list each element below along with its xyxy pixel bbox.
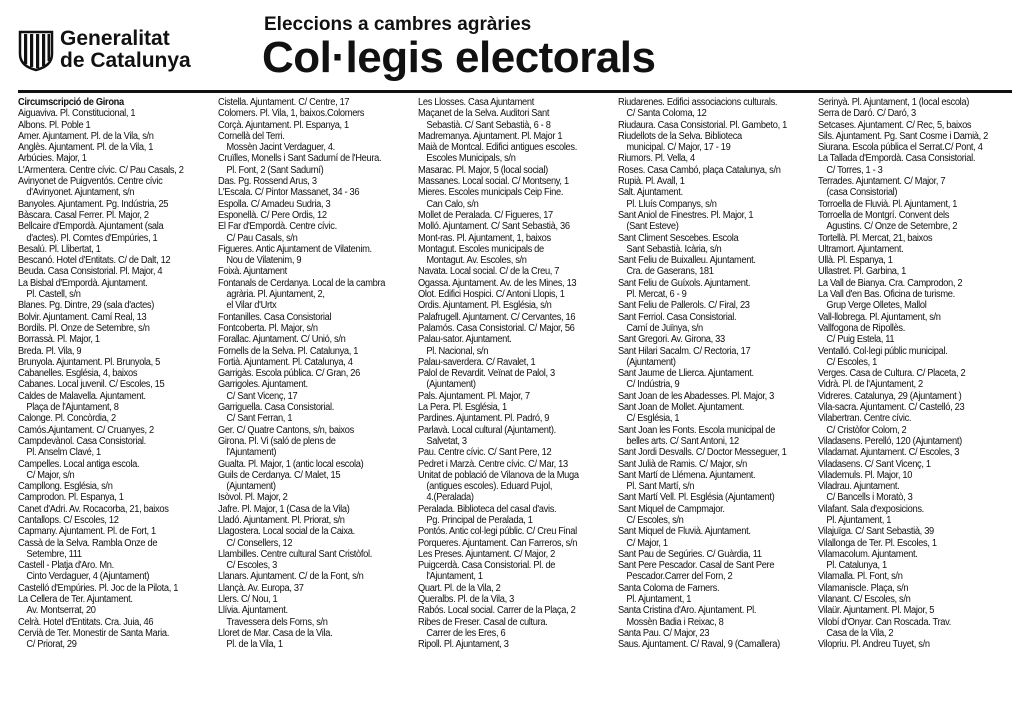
polling-station-line: (antigues escoles). Eduard Pujol, bbox=[426, 481, 553, 493]
polling-station-line: Ribes de Freser. Casal de cultura. bbox=[418, 616, 548, 628]
polling-station-line: Guils de Cerdanya. C/ Malet, 15 bbox=[218, 469, 341, 481]
listing-columns bbox=[18, 97, 1014, 709]
polling-station-line: Molló. Ajuntament. C/ Sant Sebastià, 36 bbox=[418, 221, 570, 233]
polling-station-line: Campllong. Església, s/n bbox=[18, 481, 113, 493]
polling-station-line: Beuda. Casa Consistorial. Pl. Major, 4 bbox=[18, 266, 163, 278]
polling-station-line: La Tallada d'Empordà. Casa Consistorial. bbox=[818, 153, 976, 165]
polling-station-line: C/ Major, 1 bbox=[626, 537, 668, 549]
polling-station-line: Llívia. Ajuntament. bbox=[218, 605, 288, 617]
polling-station-line: Sant Ferriol. Casa Consistorial. bbox=[618, 311, 737, 323]
polling-station-line: Vilamacolum. Ajuntament. bbox=[818, 548, 918, 560]
polling-station-line: Porqueres. Ajuntament. Can Farreros, s/n bbox=[418, 537, 578, 549]
polling-station-line: Viladasens. C/ Sant Vicenç, 1 bbox=[818, 458, 931, 470]
polling-station-line: Vall-llobrega. Pl. Ajuntament, s/n bbox=[818, 311, 941, 323]
polling-station-line: Rabós. Local social. Carrer de la Plaça, 2 bbox=[418, 605, 576, 617]
polling-station-line: Calonge. Pl. Concòrdia, 2 bbox=[18, 413, 116, 425]
polling-station-line: Ger. C/ Quatre Cantons, s/n, baixos bbox=[218, 424, 354, 436]
polling-station-line: La Cellera de Ter. Ajuntament. bbox=[18, 594, 133, 606]
polling-station-line: Pals. Ajuntament. Pl. Major, 7 bbox=[418, 390, 530, 402]
polling-station-line: Sant Sebastià. Icària, s/n bbox=[626, 243, 722, 255]
polling-station-line: Sant Pere Pescador. Casal de Sant Pere bbox=[618, 560, 775, 572]
polling-station-line: Sant Feliu de Buixalleu. Ajuntament. bbox=[618, 255, 756, 267]
polling-station-line: C/ Església, 1 bbox=[626, 413, 680, 425]
polling-station-line: Garrigàs. Escola pública. C/ Gran, 26 bbox=[218, 368, 360, 380]
polling-station-line: La Vall de Bianya. Cra. Camprodon, 2 bbox=[818, 277, 963, 289]
polling-station-line: Ripoll. Pl. Ajuntament, 3 bbox=[418, 639, 509, 651]
polling-station-line: Torroella de Montgrí. Convent dels bbox=[818, 209, 950, 221]
polling-station-line: Camí de Juïnya, s/n bbox=[626, 322, 703, 334]
polling-station-line: Foixà. Ajuntament bbox=[218, 266, 287, 278]
brand-name bbox=[60, 28, 191, 72]
polling-station-line: Agustins. C/ Onze de Setembre, 2 bbox=[826, 221, 958, 233]
polling-station-line: el Vilar d'Urtx bbox=[226, 300, 277, 312]
polling-station-line: Anglès. Ajuntament. Pl. de la Vila, 1 bbox=[18, 142, 154, 154]
polling-station-line: Caldes de Malavella. Ajuntament. bbox=[18, 390, 146, 402]
polling-station-line: C/ Puig Estela, 11 bbox=[826, 334, 895, 346]
polling-station-line: d'Avinyonet. Ajuntament, s/n bbox=[26, 187, 135, 199]
polling-station-line: Esponellà. C/ Pere Ordis, 12 bbox=[218, 209, 327, 221]
polling-station-line: La Pera. Pl. Església, 1 bbox=[418, 402, 507, 414]
polling-station-line: Maçanet de la Selva. Auditori Sant bbox=[418, 108, 550, 120]
polling-station-line: Terrades. Ajuntament. C/ Major, 7 bbox=[818, 176, 946, 188]
polling-station-line: Lladó. Ajuntament. Pl. Priorat, s/n bbox=[218, 514, 345, 526]
polling-station-line: Garriguella. Casa Consistorial. bbox=[218, 402, 335, 414]
polling-station-line: Unitat de població de Vilanova de la Muga bbox=[418, 469, 579, 481]
polling-station-line: Sant Jordi Desvalls. C/ Doctor Messeguer, 1 bbox=[618, 447, 787, 459]
polling-station-line: Cantallops. C/ Escoles, 12 bbox=[18, 514, 119, 526]
polling-station-line: Vilaür. Ajuntament. Pl. Major, 5 bbox=[818, 605, 935, 617]
column-3 bbox=[418, 97, 614, 709]
polling-station-line: Brunyola. Ajuntament. Pl. Brunyola, 5 bbox=[18, 356, 161, 368]
polling-station-line: Bordils. Pl. Onze de Setembre, s/n bbox=[18, 322, 150, 334]
polling-station-line: Masarac. Pl. Major, 5 (local social) bbox=[418, 164, 548, 176]
polling-station-line: municipal. C/ Major, 17 - 19 bbox=[626, 142, 731, 154]
polling-station-line: L'Escala. C/ Pintor Massanet, 34 - 36 bbox=[218, 187, 360, 199]
polling-station-line: Fontanilles. Casa Consistorial bbox=[218, 311, 332, 323]
polling-station-line: Llanars. Ajuntament. C/ de la Font, s/n bbox=[218, 571, 364, 583]
polling-station-line: Llançà. Av. Europa, 37 bbox=[218, 582, 304, 594]
polling-station-line: Palafrugell. Ajuntament. C/ Cervantes, 16 bbox=[418, 311, 576, 323]
polling-station-line: Bàscara. Casal Ferrer. Pl. Major, 2 bbox=[18, 209, 149, 221]
polling-station-line: Bescanó. Hotel d'Entitats. C/ de Dalt, 12 bbox=[18, 255, 171, 267]
generalitat-logo-icon bbox=[18, 28, 54, 72]
polling-station-line: Sant Miquel de Campmajor. bbox=[618, 503, 725, 515]
polling-station-line: Garrigoles. Ajuntament. bbox=[218, 379, 308, 391]
column-1 bbox=[18, 97, 214, 709]
polling-station-line: Massanes. Local social. C/ Montseny, 1 bbox=[418, 176, 569, 188]
polling-station-line: Llagostera. Local social de la Caixa. bbox=[218, 526, 355, 538]
polling-station-line: Camós.Ajuntament. C/ Cruanyes, 2 bbox=[18, 424, 154, 436]
polling-station-line: Vilamaniscle. Plaça, s/n bbox=[818, 582, 909, 594]
polling-station-line: Celrà. Hotel d'Entitats. Cra. Juia, 46 bbox=[18, 616, 154, 628]
polling-station-line: Mont-ras. Pl. Ajuntament, 1, baixos bbox=[418, 232, 551, 244]
polling-station-line: (Sant Esteve) bbox=[626, 221, 679, 233]
polling-station-line: Quart. Pl. de la Vila, 2 bbox=[418, 582, 501, 594]
polling-station-line: L'Armentera. Centre cívic. C/ Pau Casals, 2 bbox=[18, 164, 184, 176]
polling-station-line: Riudellots de la Selva. Biblioteca bbox=[618, 130, 742, 142]
polling-station-line: Cinto Verdaguer, 4 (Ajuntament) bbox=[26, 571, 150, 583]
polling-station-line: Vilamalla. Pl. Font, s/n bbox=[818, 571, 903, 583]
polling-station-line: Serinyà. Pl. Ajuntament, 1 (local escola) bbox=[818, 97, 970, 108]
polling-station-line: Sant Aniol de Finestres. Pl. Major, 1 bbox=[618, 209, 754, 221]
polling-station-line: Fornells de la Selva. Pl. Catalunya, 1 bbox=[218, 345, 359, 357]
polling-station-line: Riudaura. Casa Consistorial. Pl. Gambeto, 1 bbox=[618, 119, 787, 131]
polling-station-line: Sant Joan de les Abadesses. Pl. Major, 3 bbox=[618, 390, 775, 402]
polling-station-line: l'Ajuntament) bbox=[226, 447, 277, 459]
polling-station-line: Pl. Anselm Clavé, 1 bbox=[26, 447, 101, 459]
polling-station-line: Amer. Ajuntament. Pl. de la Vila, s/n bbox=[18, 130, 154, 142]
polling-station-line: Casa de la Vila, 2 bbox=[826, 627, 894, 639]
polling-station-line: Pl. Mercat, 6 - 9 bbox=[626, 289, 687, 301]
polling-station-line: Blanes. Pg. Dintre, 29 (sala d'actes) bbox=[18, 300, 155, 312]
polling-station-line: Setembre, 111 bbox=[26, 548, 82, 560]
polling-station-line: Campdevànol. Casa Consistorial. bbox=[18, 435, 146, 447]
polling-station-line: Plaça de l'Ajuntament, 8 bbox=[26, 402, 119, 414]
polling-station-line: Pl. Ajuntament, 1 bbox=[826, 514, 892, 526]
polling-station-line: C/ Bancells i Moratò, 3 bbox=[826, 492, 913, 504]
polling-station-line: Besalú. Pl. Llibertat, 1 bbox=[18, 243, 101, 255]
polling-station-line: Colomers. Pl. Vila, 1, baixos.Colomers bbox=[218, 108, 365, 120]
polling-station-line: Carrer de les Eres, 6 bbox=[426, 627, 506, 639]
polling-station-line: Pl. Font, 2 (Sant Sadurní) bbox=[226, 164, 324, 176]
polling-station-line: Serra de Daró. C/ Daró, 3 bbox=[818, 108, 916, 120]
polling-station-line: Palamós. Casa Consistorial. C/ Major, 56 bbox=[418, 322, 575, 334]
polling-station-line: Roses. Casa Cambó, plaça Catalunya, s/n bbox=[618, 164, 781, 176]
polling-station-line: Albons. Pl. Poble 1 bbox=[18, 119, 91, 131]
polling-station-line: Av. Montserrat, 20 bbox=[26, 605, 96, 617]
polling-station-line: Bellcaire d'Empordà. Ajuntament (sala bbox=[18, 221, 164, 233]
polling-station-line: Rupià. Pl. Avall, 1 bbox=[618, 176, 685, 188]
polling-station-line: Santa Cristina d'Aro. Ajuntament. Pl. bbox=[618, 605, 757, 617]
polling-station-line: Salvetat, 3 bbox=[426, 435, 467, 447]
polling-station-line: Bolvir. Ajuntament. Camí Real, 13 bbox=[18, 311, 147, 323]
section-heading: Circumscripció de Girona bbox=[18, 97, 124, 108]
polling-station-line: Tortellà. Pl. Mercat, 21, baixos bbox=[818, 232, 933, 244]
polling-station-line: Puigcerdà. Casa Consistorial. Pl. de bbox=[418, 560, 556, 572]
polling-station-line: Sebastià. C/ Sant Sebastià, 6 - 8 bbox=[426, 119, 551, 131]
polling-station-line: Sant Martí de Llémena. Ajuntament. bbox=[618, 469, 756, 481]
polling-station-line: Viladasens. Perelló, 120 (Ajuntament) bbox=[818, 435, 962, 447]
polling-station-line: Navata. Local social. C/ de la Creu, 7 bbox=[418, 266, 560, 278]
polling-station-line: Les Llosses. Casa Ajuntament bbox=[418, 97, 535, 108]
polling-station-line: Pg. Principal de Peralada, 1 bbox=[426, 514, 533, 526]
polling-station-line: Vilobí d'Onyar. Can Roscada. Trav. bbox=[818, 616, 952, 628]
polling-station-line: C/ Major, s/n bbox=[26, 469, 75, 481]
polling-station-line: Sant Joan les Fonts. Escola municipal de bbox=[618, 424, 776, 436]
polling-station-line: Gualta. Pl. Major, 1 (antic local escola) bbox=[218, 458, 364, 470]
polling-station-line: Forallac. Ajuntament. C/ Unió, s/n bbox=[218, 334, 346, 346]
polling-station-line: Ullà. Pl. Espanya, 1 bbox=[818, 255, 893, 267]
polling-station-line: C/ Sant Ferran, 1 bbox=[226, 413, 293, 425]
polling-station-line: (Ajuntament) bbox=[226, 481, 276, 493]
polling-station-line: Breda. Pl. Vila, 9 bbox=[18, 345, 82, 357]
polling-station-line: Campelles. Local antiga escola. bbox=[18, 458, 140, 470]
polling-station-line: Palau-sator. Ajuntament. bbox=[418, 334, 512, 346]
polling-station-line: Pl. Castell, s/n bbox=[26, 289, 81, 301]
polling-station-line: Sant Pau de Segúries. C/ Guàrdia, 11 bbox=[618, 548, 762, 560]
polling-station-line: Grup Verge Olletes, Mallol bbox=[826, 300, 927, 312]
polling-station-line: Vilopriu. Pl. Andreu Tuyet, s/n bbox=[818, 639, 930, 651]
polling-station-line: Vallfogona de Ripollès. bbox=[818, 322, 905, 334]
polling-station-line: La Bisbal d'Empordà. Ajuntament. bbox=[18, 277, 148, 289]
polling-station-line: Pedret i Marzà. Centre cívic. C/ Mar, 13 bbox=[418, 458, 568, 470]
polling-station-line: Castell - Platja d'Aro. Mn. bbox=[18, 560, 114, 572]
polling-station-line: Setcases. Ajuntament. C/ Rec, 5, baixos bbox=[818, 119, 972, 131]
polling-station-line: Can Calo, s/n bbox=[426, 198, 479, 210]
polling-station-line: Sant Julià de Ramis. C/ Major, s/n bbox=[618, 458, 748, 470]
polling-station-line: Aiguaviva. Pl. Constitucional, 1 bbox=[18, 108, 136, 120]
polling-station-line: (casa Consistorial) bbox=[826, 187, 898, 199]
polling-station-line: Isòvol. Pl. Major, 2 bbox=[218, 492, 288, 504]
polling-station-line: Cassà de la Selva. Rambla Onze de bbox=[18, 537, 158, 549]
polling-station-line: Santa Pau. C/ Major, 23 bbox=[618, 627, 710, 639]
polling-station-line: Sant Feliu de Pallerols. C/ Firal, 23 bbox=[618, 300, 750, 312]
polling-station-line: Sant Feliu de Guíxols. Ajuntament. bbox=[618, 277, 751, 289]
polling-station-line: (Ajuntament) bbox=[426, 379, 476, 391]
polling-station-line: C/ Consellers, 12 bbox=[226, 537, 293, 549]
polling-station-line: Lloret de Mar. Casa de la Vila. bbox=[218, 627, 333, 639]
polling-station-line: C/ Pau Casals, s/n bbox=[226, 232, 298, 244]
polling-station-line: C/ Escoles, 1 bbox=[826, 356, 877, 368]
polling-station-line: Pl. Catalunya, 1 bbox=[826, 560, 887, 572]
polling-station-line: Salt. Ajuntament. bbox=[618, 187, 683, 199]
polling-station-line: Ullastret. Pl. Garbina, 1 bbox=[818, 266, 907, 278]
polling-station-line: Girona. Pl. Vi (saló de plens de bbox=[218, 435, 336, 447]
polling-station-line: Corçà. Ajuntament. Pl. Espanya, 1 bbox=[218, 119, 349, 131]
polling-station-line: Vilademuls. Pl. Major, 10 bbox=[818, 469, 913, 481]
polling-station-line: C/ Cristòfor Colom, 2 bbox=[826, 424, 907, 436]
polling-station-line: La Vall d'en Bas. Oficina de turisme. bbox=[818, 289, 955, 301]
polling-station-line: Sant Climent Sescebes. Escola bbox=[618, 232, 739, 244]
polling-station-line: Cervià de Ter. Monestir de Santa Maria. bbox=[18, 627, 170, 639]
polling-station-line: Sils. Ajuntament. Pg. Sant Cosme i Damià, 2 bbox=[818, 130, 989, 142]
polling-station-line: Fortià. Ajuntament. Pl. Catalunya, 4 bbox=[218, 356, 353, 368]
header-rule bbox=[18, 90, 1012, 93]
polling-station-line: Mossèn Jacint Verdaguer, 4. bbox=[226, 142, 335, 154]
polling-station-line: Nou de Vilatenim, 9 bbox=[226, 255, 302, 267]
polling-station-line: Queralbs. Pl. de la Vila, 3 bbox=[418, 594, 514, 606]
polling-station-line: Travessera dels Forns, s/n bbox=[226, 616, 328, 628]
polling-station-line: Maià de Montcal. Edifici antigues escoles. bbox=[418, 142, 577, 154]
polling-station-line: C/ Escoles, s/n bbox=[626, 514, 684, 526]
polling-station-line: Peralada. Biblioteca del casal d'avis. bbox=[418, 503, 557, 515]
polling-station-line: Mieres. Escoles municipals Ceip Fine. bbox=[418, 187, 564, 199]
polling-station-line: Cabanelles. Església, 4, baixos bbox=[18, 368, 138, 380]
polling-station-line: Jafre. Pl. Major, 1 (Casa de la Vila) bbox=[218, 503, 350, 515]
polling-station-line: Les Preses. Ajuntament. C/ Major, 2 bbox=[418, 548, 555, 560]
polling-station-line: Fontanals de Cerdanya. Local de la cambra bbox=[218, 277, 386, 289]
polling-station-line: Cra. de Gaserans, 181 bbox=[626, 266, 714, 278]
polling-station-line: Cornellà del Terri. bbox=[218, 130, 285, 142]
polling-station-line: Parlavà. Local cultural (Ajuntament). bbox=[418, 424, 556, 436]
polling-station-line: Torroella de Fluvià. Pl. Ajuntament, 1 bbox=[818, 198, 958, 210]
polling-station-line: agrària. Pl. Ajuntament, 2, bbox=[226, 289, 325, 301]
polling-station-line: Avinyonet de Puigventós. Centre cívic bbox=[18, 176, 163, 188]
polling-station-line: Sant Jaume de Llierca. Ajuntament. bbox=[618, 368, 754, 380]
page-title: Col·legis electorals bbox=[262, 33, 656, 82]
polling-station-line: Figueres. Antic Ajuntament de Vilatenim. bbox=[218, 243, 372, 255]
polling-station-line: Vilajuïga. C/ Sant Sebastià, 39 bbox=[818, 526, 934, 538]
polling-station-line: Pl. de la Vila, 1 bbox=[226, 639, 283, 651]
polling-station-line: belles arts. C/ Sant Antoni, 12 bbox=[626, 435, 739, 447]
polling-station-line: Vidrà. Pl. de l'Ajuntament, 2 bbox=[818, 379, 923, 391]
polling-station-line: Vilafant. Sala d'exposicions. bbox=[818, 503, 924, 515]
polling-station-line: Castelló d'Empúries. Pl. Joc de la Pilota, 1 bbox=[18, 582, 179, 594]
polling-station-line: Pescador.Carrer del Forn, 2 bbox=[626, 571, 733, 583]
polling-station-line: Ventalló. Col·legi públic municipal. bbox=[818, 345, 948, 357]
polling-station-line: Sant Martí Vell. Pl. Església (Ajuntament) bbox=[618, 492, 775, 504]
polling-station-line: Mollet de Peralada. C/ Figueres, 17 bbox=[418, 209, 553, 221]
polling-station-line: Canet d'Adri. Av. Rocacorba, 21, baixos bbox=[18, 503, 169, 515]
column-2 bbox=[218, 97, 414, 709]
polling-station-line: Sant Joan de Mollet. Ajuntament. bbox=[618, 402, 745, 414]
polling-station-line: Pardines. Ajuntament. Pl. Padró, 9 bbox=[418, 413, 550, 425]
polling-station-line: Ordis. Ajuntament. Pl. Església, s/n bbox=[418, 300, 552, 312]
polling-station-line: C/ Priorat, 29 bbox=[26, 639, 77, 651]
polling-station-line: Vila-sacra. Ajuntament. C/ Castelló, 23 bbox=[818, 402, 965, 414]
polling-station-line: Saus. Ajuntament. C/ Raval, 9 (Camallera) bbox=[618, 639, 780, 651]
polling-station-line: d'actes). Pl. Comtes d'Empúries, 1 bbox=[26, 232, 158, 244]
polling-station-line: Viladamat. Ajuntament. C/ Escoles, 3 bbox=[818, 447, 960, 459]
polling-station-line: Siurana. Escola pública el Serrat.C/ Pont, 4 bbox=[818, 142, 983, 154]
polling-station-line: Santa Coloma de Farners. bbox=[618, 582, 720, 594]
polling-station-line: Capmany. Ajuntament. Pl. de Fort, 1 bbox=[18, 526, 156, 538]
masthead bbox=[18, 0, 1014, 92]
polling-station-line: Viladrau. Ajuntament. bbox=[818, 481, 900, 493]
polling-station-line: Sant Miquel de Fluvià. Ajuntament. bbox=[618, 526, 751, 538]
polling-station-line: Vilabertran. Centre cívic. bbox=[818, 413, 912, 425]
polling-station-line: Riudarenes. Edifici associacions culturals. bbox=[618, 97, 778, 108]
polling-station-line: Arbúcies. Major, 1 bbox=[18, 153, 87, 165]
polling-station-line: Palol de Revardit. Veïnat de Palol, 3 bbox=[418, 368, 555, 380]
polling-station-line: C/ Sant Vicenç, 17 bbox=[226, 390, 298, 402]
polling-station-line: Vidreres. Catalunya, 29 (Ajuntament ) bbox=[818, 390, 962, 402]
polling-station-line: Escoles Municipals, s/n bbox=[426, 153, 516, 165]
polling-station-line: Pl. Lluís Companys, s/n bbox=[626, 198, 717, 210]
polling-station-line: Sant Gregori. Av. Girona, 33 bbox=[618, 334, 725, 346]
polling-station-line: Espolla. C/ Amadeu Sudria, 3 bbox=[218, 198, 331, 210]
column-4 bbox=[618, 97, 814, 709]
polling-station-line: Madremanya. Ajuntament. Pl. Major 1 bbox=[418, 130, 563, 142]
polling-station-line: C/ Escoles, 3 bbox=[226, 560, 277, 572]
polling-station-line: Fontcoberta. Pl. Major, s/n bbox=[218, 322, 318, 334]
polling-station-line: Sant Hilari Sacalm. C/ Rectoria, 17 bbox=[618, 345, 751, 357]
polling-station-line: C/ Indústria, 9 bbox=[626, 379, 680, 391]
polling-station-line: Llers. C/ Nou, 1 bbox=[218, 594, 278, 606]
page-kicker: Eleccions a cambres agràries bbox=[264, 14, 532, 35]
polling-station-line: Ultramort. Ajuntament. bbox=[818, 243, 904, 255]
polling-station-line: Borrassà. Pl. Major, 1 bbox=[18, 334, 100, 346]
polling-station-line: Riumors. Pl. Vella, 4 bbox=[618, 153, 695, 165]
polling-station-line: Pl. Sant Martí, s/n bbox=[626, 481, 695, 493]
polling-station-line: Vilallonga de Ter. Pl. Escoles, 1 bbox=[818, 537, 937, 549]
polling-station-line: C/ Santa Coloma, 12 bbox=[626, 108, 707, 120]
polling-station-line: Ogassa. Ajuntament. Av. de les Mines, 13 bbox=[418, 277, 577, 289]
polling-station-line: Montagut. Escoles municipals de bbox=[418, 243, 544, 255]
polling-station-line: Verges. Casa de Cultura. C/ Placeta, 2 bbox=[818, 368, 966, 380]
polling-station-line: Banyoles. Ajuntament. Pg. Indústria, 25 bbox=[18, 198, 169, 210]
polling-station-line: Pl. Nacional, s/n bbox=[426, 345, 489, 357]
polling-station-line: El Far d'Empordà. Centre cívic. bbox=[218, 221, 337, 233]
polling-station-line: C/ Torres, 1 - 3 bbox=[826, 164, 883, 176]
polling-station-line: Llambilles. Centre cultural Sant Cristòfol. bbox=[218, 548, 373, 560]
polling-station-line: Cistella. Ajuntament. C/ Centre, 17 bbox=[218, 97, 350, 108]
polling-station-line: Das. Pg. Rossend Arus, 3 bbox=[218, 176, 317, 188]
polling-station-line: Vilanant. C/ Escoles, s/n bbox=[818, 594, 911, 606]
polling-station-line: Cruïlles, Monells i Sant Sadurní de l'Heura. bbox=[218, 153, 382, 165]
polling-station-line: Palau-saverdera. C/ Ravalet, 1 bbox=[418, 356, 536, 368]
brand-line-2: de Catalunya bbox=[60, 49, 191, 72]
polling-station-line: Olot. Edifici Hospici. C/ Antoni Llopis, 1 bbox=[418, 289, 565, 301]
brand-line-1: Generalitat bbox=[60, 27, 170, 50]
polling-station-line: (Ajuntament) bbox=[626, 356, 676, 368]
polling-station-line: Pau. Centre cívic. C/ Sant Pere, 12 bbox=[418, 447, 552, 459]
polling-station-line: Mossèn Badia i Reixac, 8 bbox=[626, 616, 724, 628]
polling-station-line: Pontós. Antic col·legi públic. C/ Creu Final bbox=[418, 526, 577, 538]
polling-station-line: 4.(Peralada) bbox=[426, 492, 474, 504]
polling-station-line: l'Ajuntament, 1 bbox=[426, 571, 483, 583]
polling-station-line: Camprodon. Pl. Espanya, 1 bbox=[18, 492, 124, 504]
polling-station-line: Montagut. Av. Escoles, s/n bbox=[426, 255, 527, 267]
polling-station-line: Cabanes. Local juvenil. C/ Escoles, 15 bbox=[18, 379, 165, 391]
column-5 bbox=[818, 97, 1014, 709]
polling-station-line: Pl. Ajuntament, 1 bbox=[626, 594, 692, 606]
